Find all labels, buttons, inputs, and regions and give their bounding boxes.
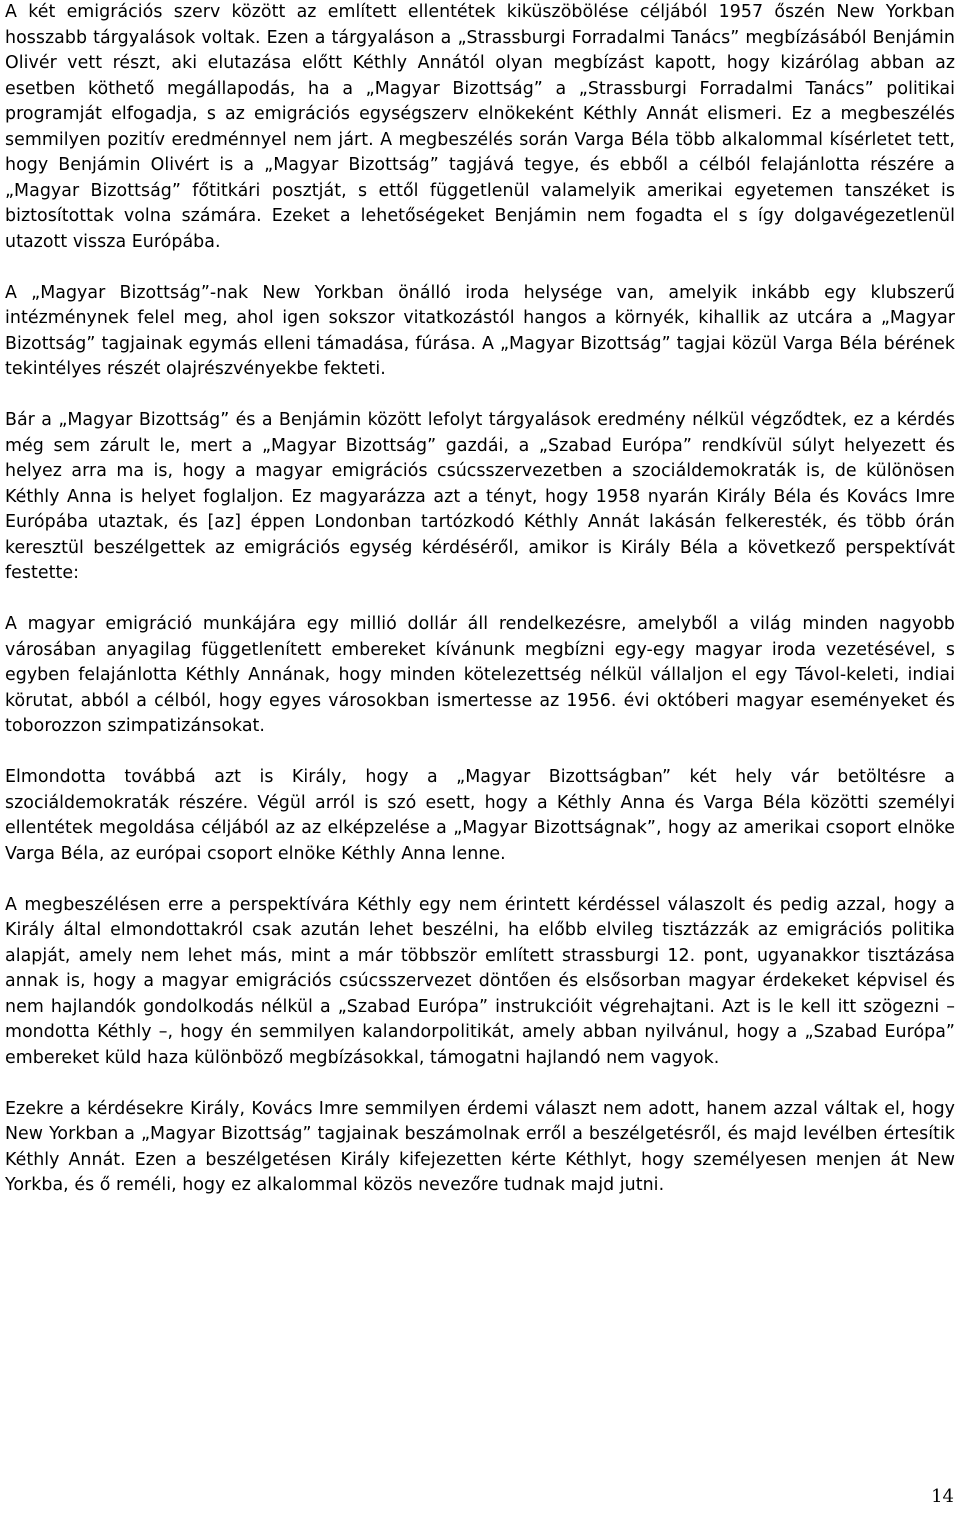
paragraph: Elmondotta továbbá azt is Király, hogy a „Magyar Bizottságban” két hely vár betöltésre a szociáldemokraták részére. Végül arról is szó esett, hogy a Kéthly Anna és Varga Béla közötti személyi ellentétek megoldása céljából az az elképzelése a „Magyar Bizottságnak”, hogy az amerikai csoport elnöke Varga Béla, az európai csoport elnöke Kéthly Anna lenne. bbox=[5, 767, 955, 864]
paragraph: A „Magyar Bizottság”-nak New Yorkban önálló iroda helysége van, amelyik inkább egy klubszerű intézménynek felel meg, ahol igen sokszor vitatkozástól hangos a környék, kihallik az utcára a „Magyar Bizottság” tagjainak egymás elleni támadása, fúrása. A „Magyar Bizottság” tagjai közül Varga Béla bérének tekintélyes részét olajrészvényekbe fekteti. bbox=[5, 282, 955, 379]
paragraph: Ezekre a kérdésekre Király, Kovács Imre semmilyen érdemi választ nem adott, hanem azzal váltak el, hogy New Yorkban a „Magyar Bizottság” tagjainak beszámolnak erről a beszélgetésről, és majd levélben értesítik Kéthly Annát. Ezen a beszélgetésen Király kifejezetten kérte Kéthlyt, hogy személyesen menjen át New Yorkba, és ő reméli, hogy ez alkalommal közös nevezőre tudnak majd jutni. bbox=[5, 1098, 955, 1195]
paragraph: A két emigrációs szerv között az említett ellentétek kiküszöbölése céljából 1957 őszén New Yorkban hosszabb tárgyalások voltak. Ezen a tárgyaláson a „Strassburgi Forradalmi Tanács” megbízásából Benjámin Olivér vett részt, aki elutazása előtt Kéthly Annától olyan megbízást kapott, hogy kizárólag abban az esetben köthető megállapodás, ha a „Magyar Bizottság” a „Strassburgi Forradalmi Tanács” politikai programját elfogadja, s az emigrációs egységszerv elnökeként Kéthly Annát elismeri. Ez a megbeszélés semmilyen pozitív eredménnyel nem járt. A megbeszélés során Varga Béla több alkalommal kísérletet tett, hogy Benjámin Olivért is a „Magyar Bizottság” tagjává tegye, és ebből a célból felajánlotta részére a „Magyar Bizottság” főtitkári posztját, s ettől függetlenül valamelyik amerikai egyetemen tanszéket is biztosítottak volna számára. Ezeket a lehetőségeket Benjámin nem fogadta el s így dolgavégezetlenül utazott vissza Európába. bbox=[5, 2, 955, 252]
paragraph: A megbeszélésen erre a perspektívára Kéthly egy nem érintett kérdéssel válaszolt és pedig azzal, hogy a Király által elmondottakról csak azután lehet beszélni, ha előbb elvileg tisztázzák az emigrációs politika alapját, amely nem lehet más, mint a már többször említett strassburgi 12. pont, ugyanakkor tisztázása annak is, hogy a magyar emigrációs csúcsszervezet döntően és elsősorban magyar érdekeket képvisel és nem hajlandók gondolkodás nélkül a „Szabad Európa” instrukcióit végrehajtani. Azt is le kell itt szögezni – mondotta Kéthly –, hogy én semmilyen kalandorpolitikát, amely abban nyilvánul, hogy a „Szabad Európa” embereket küld haza különböző megbízásokkal, támogatni hajlandó nem vagyok. bbox=[5, 894, 955, 1068]
document-page bbox=[5, 0, 955, 1224]
page-number: 14 bbox=[931, 1486, 954, 1507]
paragraph: Bár a „Magyar Bizottság” és a Benjámin között lefolyt tárgyalások eredmény nélkül végződtek, ez a kérdés még sem zárult le, mert a „Magyar Bizottság” gazdái, a „Szabad Európa” rendkívül súlyt helyezett és helyez arra ma is, hogy a magyar emigrációs csúcsszervezetben a szociáldemokraták is, de különösen Kéthly Anna is helyet foglaljon. Ez magyarázza azt a tényt, hogy 1958 nyarán Király Béla és Kovács Imre Európába utaztak, és [az] éppen Londonban tartózkodó Kéthly Annát lakásán felkeresték, és több órán keresztül beszélgettek az emigrációs egység kérdéséről, amikor is Király Béla a következő perspektívát festette: bbox=[5, 410, 955, 583]
paragraph: A magyar emigráció munkájára egy millió dollár áll rendelkezésre, amelyből a világ minden nagyobb városában anyagilag függetlenített embereket kívánunk megbízni egy-egy magyar iroda vezetésével, s egyben felajánlotta Kéthly Annának, hogy minden kötelezettség nélkül vállaljon el egy Távol-keleti, indiai körutat, abból a célból, hogy egyes városokban ismertesse az 1956. évi októberi magyar eseményeket és toborozzon szimpatizánsokat. bbox=[5, 614, 955, 736]
